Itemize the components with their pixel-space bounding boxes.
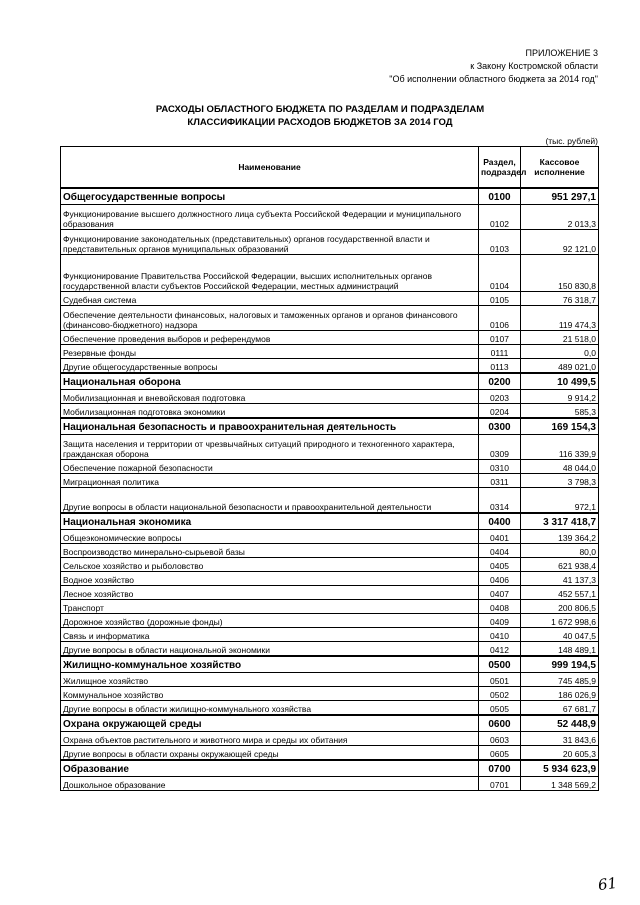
row-name: Миграционная политика bbox=[61, 474, 479, 488]
row-name: Защита населения и территории от чрезвычайных ситуаций природного и техногенного характера, гражданская оборона bbox=[61, 435, 479, 460]
section-row bbox=[61, 513, 599, 530]
row-name: Резервные фонды bbox=[61, 345, 479, 359]
row-name: Функционирование высшего должностного лица субъекта Российской Федерации и муниципального образования bbox=[61, 205, 479, 230]
row-code: 0600 bbox=[479, 715, 521, 732]
section-row bbox=[61, 188, 599, 205]
row-code: 0407 bbox=[479, 586, 521, 600]
row-value: 745 485,9 bbox=[521, 673, 599, 687]
row-code: 0701 bbox=[479, 777, 521, 791]
row-value: 3 798,3 bbox=[521, 474, 599, 488]
title-line-2: КЛАССИФИКАЦИИ РАСХОДОВ БЮДЖЕТОВ ЗА 2014 ГОД bbox=[187, 117, 453, 128]
row-code: 0314 bbox=[479, 488, 521, 514]
row-value: 452 557,1 bbox=[521, 586, 599, 600]
row-name: Другие вопросы в области жилищно-коммунального хозяйства bbox=[61, 701, 479, 716]
table-row bbox=[61, 673, 599, 687]
table-row bbox=[61, 572, 599, 586]
row-name: Лесное хозяйство bbox=[61, 586, 479, 600]
row-code: 0103 bbox=[479, 230, 521, 255]
row-value: 119 474,3 bbox=[521, 306, 599, 331]
row-value: 972,1 bbox=[521, 488, 599, 514]
row-value: 40 047,5 bbox=[521, 628, 599, 642]
row-code: 0502 bbox=[479, 687, 521, 701]
table-row bbox=[61, 488, 599, 514]
table-body bbox=[61, 188, 599, 791]
row-code: 0605 bbox=[479, 746, 521, 761]
document-title bbox=[0, 103, 640, 129]
row-value: 48 044,0 bbox=[521, 460, 599, 474]
header-code-line1: Раздел, bbox=[483, 157, 516, 167]
row-value: 1 348 569,2 bbox=[521, 777, 599, 791]
row-value: 2 013,3 bbox=[521, 205, 599, 230]
section-row bbox=[61, 715, 599, 732]
table-row bbox=[61, 732, 599, 746]
row-name: Другие вопросы в области национальной экономики bbox=[61, 642, 479, 657]
table-row bbox=[61, 558, 599, 572]
table-row bbox=[61, 544, 599, 558]
row-code: 0409 bbox=[479, 614, 521, 628]
row-code: 0401 bbox=[479, 530, 521, 544]
row-code: 0310 bbox=[479, 460, 521, 474]
row-value: 92 121,0 bbox=[521, 230, 599, 255]
row-name: Общегосударственные вопросы bbox=[61, 188, 479, 205]
row-value: 10 499,5 bbox=[521, 373, 599, 390]
table-header-row bbox=[61, 147, 599, 189]
row-value: 1 672 998,6 bbox=[521, 614, 599, 628]
row-code: 0505 bbox=[479, 701, 521, 716]
page-number: 61 bbox=[596, 873, 619, 895]
row-value: 67 681,7 bbox=[521, 701, 599, 716]
row-value: 150 830,8 bbox=[521, 255, 599, 292]
row-name: Коммунальное хозяйство bbox=[61, 687, 479, 701]
section-row bbox=[61, 656, 599, 673]
table-row bbox=[61, 777, 599, 791]
row-value: 200 806,5 bbox=[521, 600, 599, 614]
row-name: Другие вопросы в области охраны окружающей среды bbox=[61, 746, 479, 761]
row-name: Сельское хозяйство и рыболовство bbox=[61, 558, 479, 572]
row-code: 0406 bbox=[479, 572, 521, 586]
appendix-header bbox=[389, 47, 598, 86]
header-name: Наименование bbox=[61, 147, 479, 189]
appendix-law-title: "Об исполнении областного бюджета за 2014 год" bbox=[389, 74, 598, 84]
row-code: 0100 bbox=[479, 188, 521, 205]
row-value: 21 518,0 bbox=[521, 331, 599, 345]
row-name: Охрана объектов растительного и животного мира и среды их обитания bbox=[61, 732, 479, 746]
row-value: 5 934 623,9 bbox=[521, 760, 599, 777]
row-code: 0311 bbox=[479, 474, 521, 488]
row-value: 585,3 bbox=[521, 404, 599, 419]
header-code-line2: подраздел bbox=[481, 167, 527, 177]
row-code: 0102 bbox=[479, 205, 521, 230]
row-value: 148 489,1 bbox=[521, 642, 599, 657]
row-code: 0405 bbox=[479, 558, 521, 572]
row-value: 76 318,7 bbox=[521, 292, 599, 306]
table-row bbox=[61, 460, 599, 474]
row-name: Мобилизационная подготовка экономики bbox=[61, 404, 479, 419]
row-name: Обеспечение деятельности финансовых, налоговых и таможенных органов и органов финансового (финансово-бюджетного) надзора bbox=[61, 306, 479, 331]
table-row bbox=[61, 600, 599, 614]
row-code: 0400 bbox=[479, 513, 521, 530]
table-row bbox=[61, 701, 599, 716]
table-row bbox=[61, 331, 599, 345]
row-value: 9 914,2 bbox=[521, 390, 599, 404]
table-row bbox=[61, 746, 599, 761]
header-value bbox=[521, 147, 599, 189]
row-name: Общеэкономические вопросы bbox=[61, 530, 479, 544]
table-row bbox=[61, 687, 599, 701]
row-name: Обеспечение пожарной безопасности bbox=[61, 460, 479, 474]
row-name: Образование bbox=[61, 760, 479, 777]
row-value: 621 938,4 bbox=[521, 558, 599, 572]
row-name: Транспорт bbox=[61, 600, 479, 614]
table-row bbox=[61, 628, 599, 642]
table-row bbox=[61, 642, 599, 657]
row-value: 80,0 bbox=[521, 544, 599, 558]
row-name: Функционирование Правительства Российской Федерации, высших исполнительных органов государственной власти субъектов Российской Федерации, местных администраций bbox=[61, 255, 479, 292]
table-row bbox=[61, 435, 599, 460]
row-code: 0200 bbox=[479, 373, 521, 390]
section-row bbox=[61, 418, 599, 435]
row-value: 3 317 418,7 bbox=[521, 513, 599, 530]
row-name: Судебная система bbox=[61, 292, 479, 306]
appendix-law: к Закону Костромской области bbox=[470, 61, 598, 71]
row-value: 31 843,6 bbox=[521, 732, 599, 746]
header-value-line2: исполнение bbox=[534, 167, 585, 177]
row-name: Дошкольное образование bbox=[61, 777, 479, 791]
table-row bbox=[61, 530, 599, 544]
row-value: 116 339,9 bbox=[521, 435, 599, 460]
row-code: 0700 bbox=[479, 760, 521, 777]
row-value: 999 194,5 bbox=[521, 656, 599, 673]
row-code: 0113 bbox=[479, 359, 521, 374]
row-value: 0,0 bbox=[521, 345, 599, 359]
row-code: 0105 bbox=[479, 292, 521, 306]
row-code: 0501 bbox=[479, 673, 521, 687]
row-name: Национальная безопасность и правоохранительная деятельность bbox=[61, 418, 479, 435]
header-value-line1: Кассовое bbox=[539, 157, 580, 167]
row-name: Обеспечение проведения выборов и референдумов bbox=[61, 331, 479, 345]
table-row bbox=[61, 230, 599, 255]
table-row bbox=[61, 614, 599, 628]
row-code: 0106 bbox=[479, 306, 521, 331]
row-code: 0500 bbox=[479, 656, 521, 673]
row-code: 0412 bbox=[479, 642, 521, 657]
row-name: Связь и информатика bbox=[61, 628, 479, 642]
row-code: 0408 bbox=[479, 600, 521, 614]
section-row bbox=[61, 373, 599, 390]
row-name: Воспроизводство минерально-сырьевой базы bbox=[61, 544, 479, 558]
title-line-1: РАСХОДЫ ОБЛАСТНОГО БЮДЖЕТА ПО РАЗДЕЛАМ И ПОДРАЗДЕЛАМ bbox=[155, 104, 485, 115]
row-value: 41 137,3 bbox=[521, 572, 599, 586]
table-row bbox=[61, 292, 599, 306]
row-name: Жилищно-коммунальное хозяйство bbox=[61, 656, 479, 673]
row-code: 0300 bbox=[479, 418, 521, 435]
table-row bbox=[61, 205, 599, 230]
row-code: 0603 bbox=[479, 732, 521, 746]
budget-table bbox=[60, 146, 599, 791]
row-code: 0111 bbox=[479, 345, 521, 359]
table-row bbox=[61, 586, 599, 600]
row-name: Национальная экономика bbox=[61, 513, 479, 530]
table-row bbox=[61, 345, 599, 359]
row-name: Жилищное хозяйство bbox=[61, 673, 479, 687]
row-code: 0410 bbox=[479, 628, 521, 642]
row-name: Охрана окружающей среды bbox=[61, 715, 479, 732]
row-name: Мобилизационная и вневойсковая подготовка bbox=[61, 390, 479, 404]
row-value: 186 026,9 bbox=[521, 687, 599, 701]
units-label: (тыс. рублей) bbox=[545, 136, 598, 146]
table-row bbox=[61, 404, 599, 419]
row-name: Другие вопросы в области национальной безопасности и правоохранительной деятельности bbox=[61, 488, 479, 514]
appendix-number: ПРИЛОЖЕНИЕ 3 bbox=[525, 48, 598, 58]
row-value: 52 448,9 bbox=[521, 715, 599, 732]
row-code: 0309 bbox=[479, 435, 521, 460]
row-code: 0204 bbox=[479, 404, 521, 419]
row-code: 0107 bbox=[479, 331, 521, 345]
section-row bbox=[61, 760, 599, 777]
row-name: Функционирование законодательных (представительных) органов государственной власти и представительных органов муниципальных образований bbox=[61, 230, 479, 255]
table-row bbox=[61, 474, 599, 488]
row-value: 951 297,1 bbox=[521, 188, 599, 205]
table-row bbox=[61, 390, 599, 404]
row-value: 139 364,2 bbox=[521, 530, 599, 544]
row-code: 0404 bbox=[479, 544, 521, 558]
row-name: Водное хозяйство bbox=[61, 572, 479, 586]
table-row bbox=[61, 306, 599, 331]
table-row bbox=[61, 359, 599, 374]
table-row bbox=[61, 255, 599, 292]
row-value: 489 021,0 bbox=[521, 359, 599, 374]
row-name: Дорожное хозяйство (дорожные фонды) bbox=[61, 614, 479, 628]
row-code: 0203 bbox=[479, 390, 521, 404]
row-code: 0104 bbox=[479, 255, 521, 292]
row-value: 20 605,3 bbox=[521, 746, 599, 761]
row-value: 169 154,3 bbox=[521, 418, 599, 435]
row-name: Национальная оборона bbox=[61, 373, 479, 390]
header-code bbox=[479, 147, 527, 189]
row-name: Другие общегосударственные вопросы bbox=[61, 359, 479, 374]
